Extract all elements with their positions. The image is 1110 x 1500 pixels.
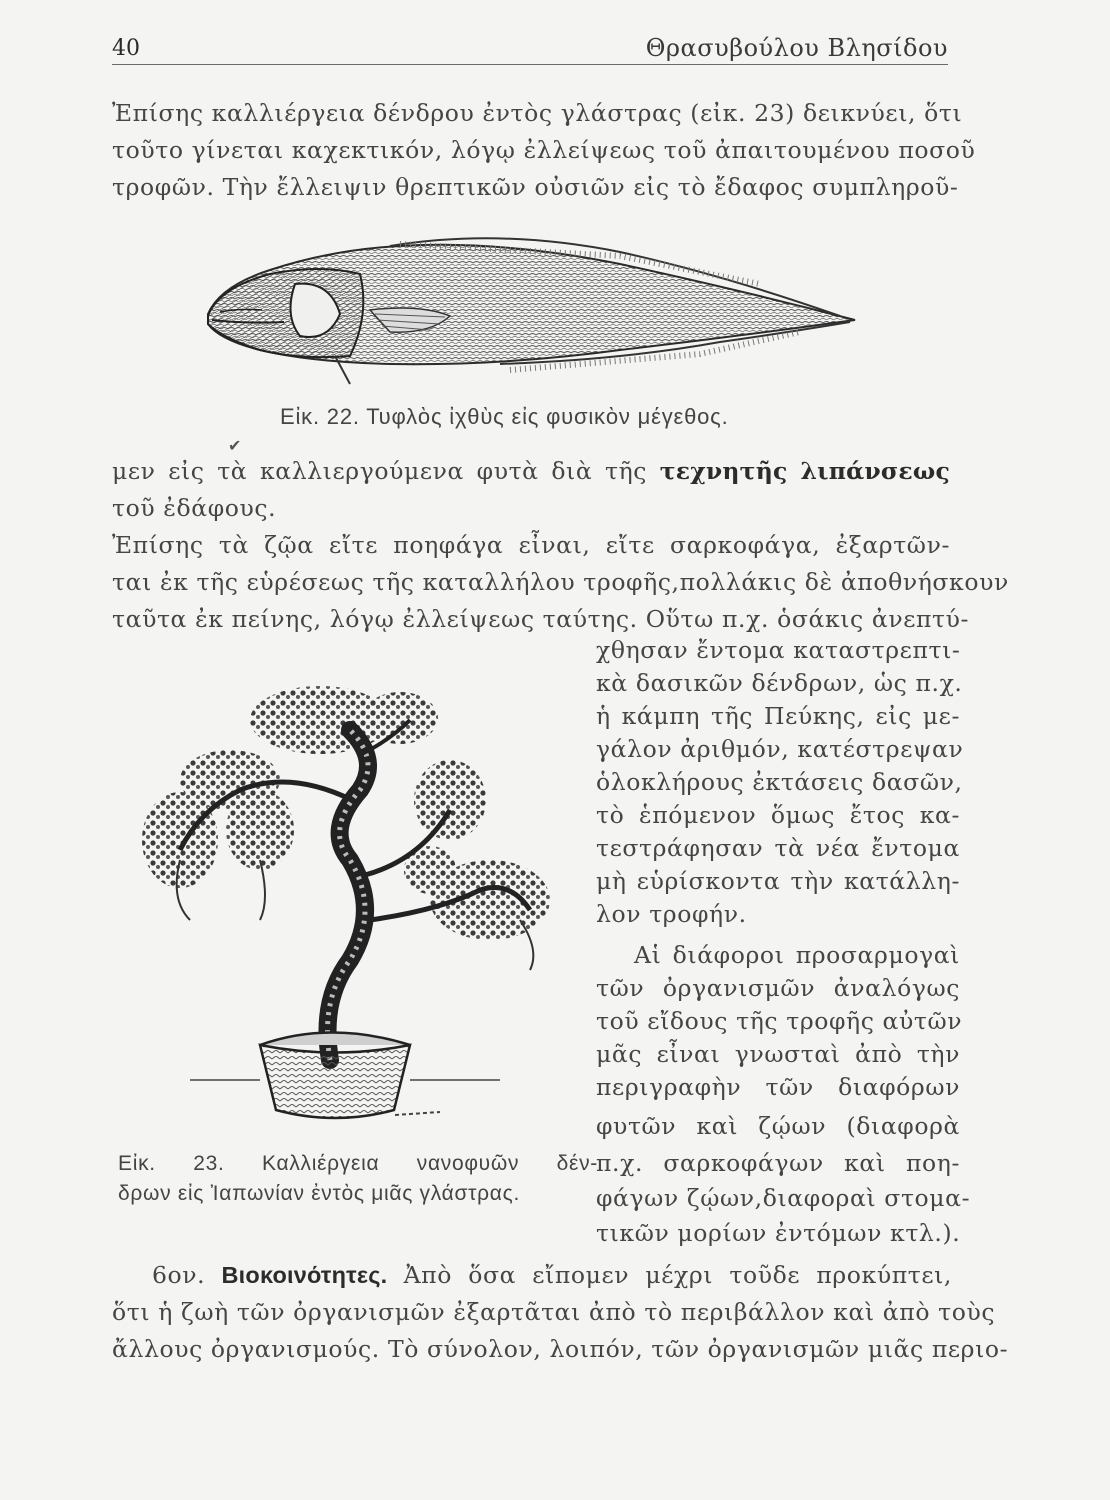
figure-22-label: Εἰκ. 22. (280, 404, 360, 429)
paragraph-line: τοῦ ἐδάφους. (112, 494, 277, 522)
figure-23-caption-text: Καλλιέργεια νανοφυῶν δέν- (262, 1152, 598, 1175)
column-line: τεστράφησαν τὰ νέα ἔντομα (596, 834, 960, 862)
paragraph-line: ται ἐκ τῆς εὑρέσεως τῆς καταλλήλου τροφῆς,πολλάκις δὲ ἀποθνήσκουν (112, 568, 1009, 596)
column-line: γάλον ἀριθμόν, κατέστρεψαν (596, 735, 964, 763)
column-line: κὰ δασικῶν δένδρων, ὡς π.χ. (596, 669, 963, 697)
section-6-heading-line (112, 1260, 952, 1290)
paragraph-2-text: μεν εἰς τὰ καλλιεργούμενα φυτὰ διὰ τῆς (112, 457, 648, 485)
paragraph-line: Ἐπίσης καλλιέργεια δένδρου ἐντὸς γλάστρας (εἰκ. 23) δεικνύει, ὅτι (112, 99, 963, 127)
column-line: τὸ ἑπόμενον ὅμως ἔτος κα- (596, 801, 960, 829)
column-line: τῶν ὀργανισμῶν ἀναλόγως (596, 974, 960, 1002)
column-line: τοῦ εἴδους τῆς τροφῆς αὐτῶν (596, 1007, 963, 1035)
column-line: Αἱ διάφοροι προσαρμογαὶ (634, 941, 960, 969)
figure-23-caption-line: δρων εἰς Ἰαπωνίαν ἐντὸς μιᾶς γλάστρας. (118, 1182, 520, 1205)
column-line: φυτῶν καὶ ζῴων (διαφορὰ (596, 1112, 960, 1140)
figure-23-caption-line (118, 1152, 598, 1176)
column-line: φάγων ζῴων,διαφοραὶ στομα- (596, 1184, 971, 1212)
page-header (112, 30, 948, 64)
figure-22-blind-fish-illustration (200, 224, 862, 394)
running-head: Θρασυβούλου Βλησίδου (645, 34, 948, 62)
column-line: περιγραφὴν τῶν διαφόρων (596, 1073, 960, 1101)
page-number: 40 (112, 36, 140, 61)
column-line: λον τροφήν. (596, 900, 747, 928)
paragraph-line: τροφῶν. Τὴν ἔλλειψιν θρεπτικῶν οὐσιῶν εἰς τὸ ἔδαφος συμπληροῦ- (112, 173, 959, 201)
section-number: 6ον. (152, 1261, 206, 1289)
term-artificial-fertilization: τεχνητῆς λιπάνσεως (659, 457, 950, 485)
paragraph-line: ταῦτα ἐκ πείνης, λόγῳ ἐλλείψεως ταύτης. Οὕτω π.χ. ὁσάκις ἀνεπτύ- (112, 605, 970, 633)
figure-23-label: Εἰκ. 23. (118, 1152, 225, 1175)
paragraph-line: Ἐπίσης τὰ ζῷα εἴτε ποηφάγα εἶναι, εἴτε σαρκοφάγα, ἐξαρτῶν- (112, 531, 950, 559)
column-line: π.χ. σαρκοφάγων καὶ ποη- (596, 1149, 960, 1177)
paragraph-line: ἄλλους ὀργανισμούς. Τὸ σύνολον, λοιπόν, τῶν ὀργανισμῶν μιᾶς περιο- (112, 1335, 1009, 1363)
section-6-text: Ἀπὸ ὅσα εἴπομεν μέχρι τοῦδε προκύπτει, (403, 1261, 953, 1289)
section-heading-biocommunities: Βιοκοινότητες. (221, 1262, 388, 1288)
header-rule (112, 64, 948, 65)
paragraph-line (112, 456, 950, 486)
paragraph-line: ὅτι ἡ ζωὴ τῶν ὀργανισμῶν ἐξαρτᾶται ἀπὸ τὸ περιβάλλον καὶ ἀπὸ τοὺς (112, 1298, 996, 1326)
column-line: χθησαν ἔντομα καταστρεπτι- (596, 636, 961, 664)
figure-22-caption (280, 404, 800, 430)
column-line: ἡ κάμπη τῆς Πεύκης, εἰς με- (596, 702, 960, 730)
figure-22-caption-text: Τυφλὸς ἰχθὺς εἰς φυσικὸν μέγεθος. (366, 404, 729, 429)
column-line: ὁλοκλήρους ἐκτάσεις δασῶν, (596, 768, 963, 796)
figure-23-bonsai-tree-illustration (120, 660, 590, 1140)
column-line: μὴ εὑρίσκοντα τὴν κατάλλη- (596, 867, 960, 895)
paragraph-line: τοῦτο γίνεται καχεκτικόν, λόγῳ ἐλλείψεως τοῦ ἀπαιτουμένου ποσοῦ (112, 136, 976, 164)
column-line: μᾶς εἶναι γνωσταὶ ἀπὸ τὴν (596, 1040, 960, 1068)
check-mark: ✔ (228, 436, 242, 455)
column-line: τικῶν μορίων ἐντόμων κτλ.). (596, 1219, 961, 1247)
